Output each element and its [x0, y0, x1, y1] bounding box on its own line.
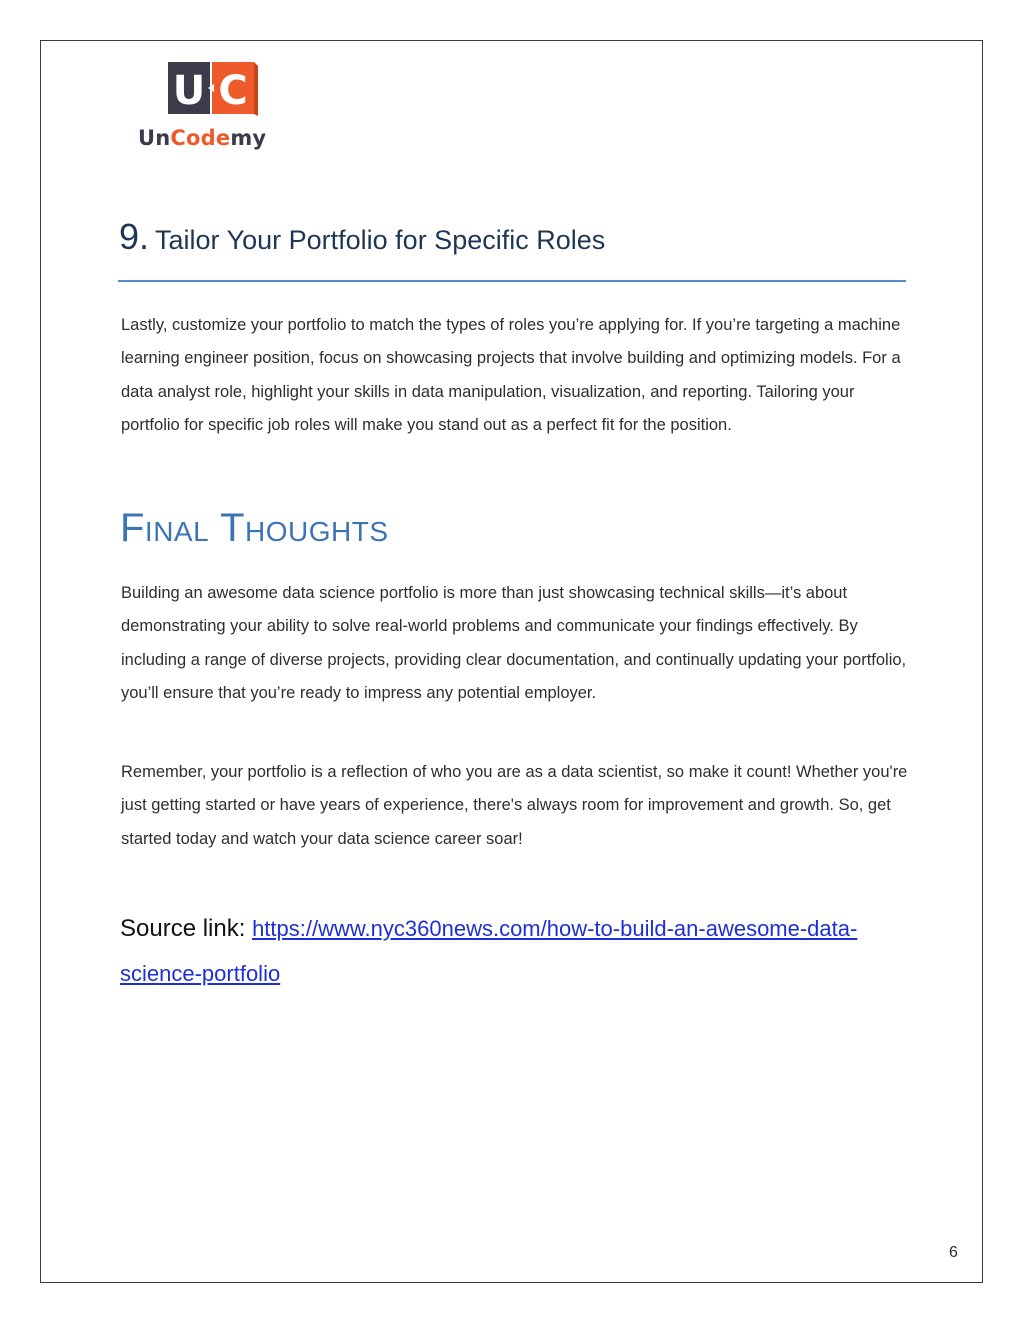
heading-divider — [118, 280, 906, 282]
section-body: Lastly, customize your portfolio to match the types of roles you’re applying for. If you’re targeting a machine learning engineer position, focus on showcasing projects that involve building and optimizing models. For a data analyst role, highlight your skills in data manipulation, visualization, and reporting. Tailoring your portfolio for specific job roles will make you stand out as a perfect fit for the position. — [121, 316, 901, 435]
section-title: Tailor Your Portfolio for Specific Roles — [155, 225, 606, 255]
logo-wordmark — [138, 126, 266, 150]
logo-wordmark-code: Code — [170, 126, 231, 150]
logo-mark-right: C — [218, 68, 248, 114]
logo-mark-left: U — [172, 68, 206, 114]
final-thoughts-paragraph-2: Remember, your portfolio is a reflection of who you are as a data scientist, so make it count! Whether you're just getting started or have years of experience, there's always room for improvement and growth. So, get started today and watch your data science career soar! — [121, 763, 908, 848]
source-link[interactable]: https://www.nyc360news.com/how-to-build-an-awesome-data-science-portfolio — [120, 916, 858, 986]
final-thoughts-heading: Final Thoughts — [120, 506, 389, 550]
page-number: 6 — [949, 1244, 958, 1261]
section-number: 9. — [119, 216, 150, 257]
uncodemy-logo — [136, 60, 286, 155]
final-thoughts-paragraph-1: Building an awesome data science portfolio is more than just showcasing technical skills—it’s about demonstrating your ability to solve real-world problems and communicate your findings effectively. By including a range of diverse projects, providing clear documentation, and continually updating your portfolio, you’ll ensure that you’re ready to impress any potential employer. — [121, 584, 907, 703]
section-heading — [119, 216, 605, 258]
source-label: Source link: — [120, 915, 246, 942]
logo-wordmark-un: Un — [138, 126, 171, 150]
source-line — [120, 906, 920, 996]
logo-wordmark-my: my — [230, 126, 267, 150]
logo-mark-icon — [166, 60, 258, 116]
